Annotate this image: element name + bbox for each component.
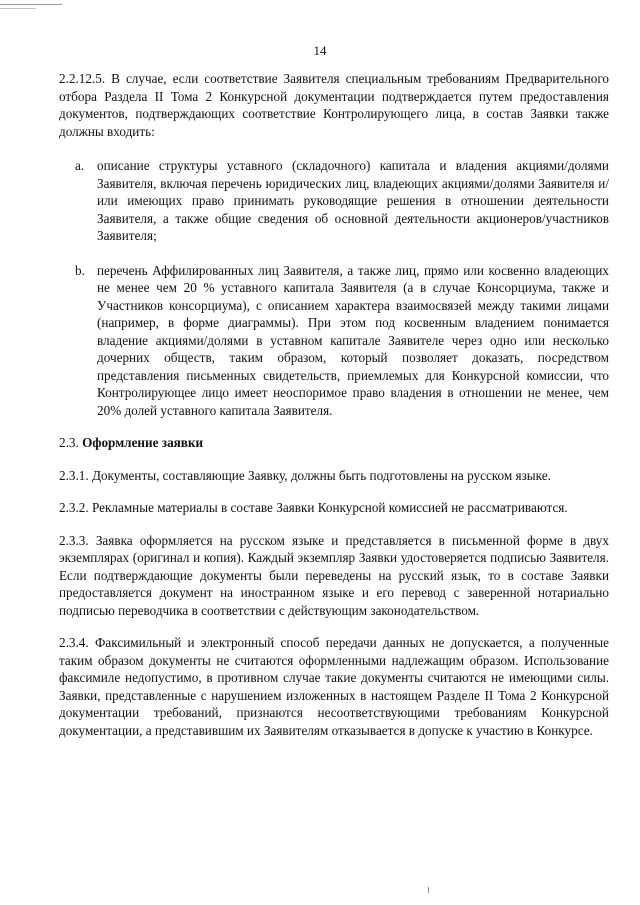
paragraph-text: Рекламные материалы в составе Заявки Конкурсной комиссией не рассматриваются. (91, 500, 568, 515)
paragraph-2-3-1 (59, 467, 609, 485)
list-item-a (59, 157, 609, 245)
section-heading (59, 434, 609, 452)
paragraph-2-3-2 (59, 499, 609, 517)
document-body (59, 70, 609, 739)
paragraph-number: 2.3.2. (59, 500, 89, 515)
paragraph-text: Документы, составляющие Заявку, должны быть подготовлены на русском языке. (91, 467, 551, 483)
list-item-b (59, 262, 609, 420)
page-number: 14 (313, 43, 327, 58)
paragraph-2-3-4 (59, 634, 609, 739)
list-marker: a. (75, 158, 85, 173)
paragraph-number: 2.3.1. (59, 467, 89, 483)
scan-artifact-line (0, 4, 62, 5)
paragraph-text: Факсимильный и электронный способ передачи данных не допускается, а полученные таким образом документы не считаются оформленными надлежащим образом. Использование факсимиле недопустимо, в противном случае такие документы считаются не имеющими силы. Заявки, представленные с нарушением изложенных в настоящем Разделе II Тома 2 Конкурсной документации требований, признаются несоответствующими требованиям Конкурсной документации, а представившим их Заявителям отказывается в допуске к участию в Конкурсе. (59, 635, 609, 738)
scan-artifact-line (0, 8, 36, 9)
list-item-text: перечень Аффилированных лиц Заявителя, а также лиц, прямо или косвенно владеющих не менее чем 20 % уставного капитала Заявителя (а в случае Консорциума, также и Участников консорциума), с описанием характера взаимосвязей между такими лицами (например, в форме диаграммы). При этом под косвенным владением понимается владение акциями/долями в уставном капитале Заявителе через одно или несколько дочерних обществ, таким образом, который позволяет доказать, посредством представления письменных свидетельств, приемлемых для Конкурсной комиссии, что Контролирующее лицо имеет неоспоримое право владения в отношении не менее, чем 20% долей уставного капитала Заявителя. (97, 262, 609, 418)
clause-number: 2.2.12.5. (59, 71, 106, 86)
paragraph-number: 2.3.3. (59, 532, 89, 548)
section-number: 2.3. (59, 435, 79, 450)
section-title: Оформление заявки (82, 435, 204, 450)
paragraph-text: Заявка оформляется на русском языке и представляется в письменной форме в двух экземплярах (оригинал и копия). Каждый экземпляр Заявки удостоверяется подписью Заявителя. Если подтверждающие документы были переведены на русский язык, то в составе Заявки предоставляется документ на иностранном языке и его перевод с заверенной нотариально подписью переводчика в соответствии с действующим законодательством. (59, 532, 609, 618)
clause-text: В случае, если соответствие Заявителя специальным требованиям Предварительного отбора Раздела II Тома 2 Конкурсной документации подтверждается путем предоставления документов, подтверждающих соответствие Контролирующего лица, в состав Заявки также должны входить: (59, 71, 610, 139)
scan-speck (428, 887, 429, 893)
list-marker: b. (75, 262, 85, 278)
paragraph-2-3-3 (59, 532, 609, 620)
clause-2-2-12-5 (59, 70, 609, 140)
paragraph-number: 2.3.4. (59, 635, 89, 650)
list-item-text: описание структуры уставного (складочного) капитала и владения акциями/долями Заявителя, включая перечень юридических лиц, владеющих акциями/долями Заявителя и/или имеющих право принимать руководящие решения в отношении деятельности Заявителя, а также общие сведения об основной деятельности акционеров/участников Заявителя; (97, 158, 609, 243)
